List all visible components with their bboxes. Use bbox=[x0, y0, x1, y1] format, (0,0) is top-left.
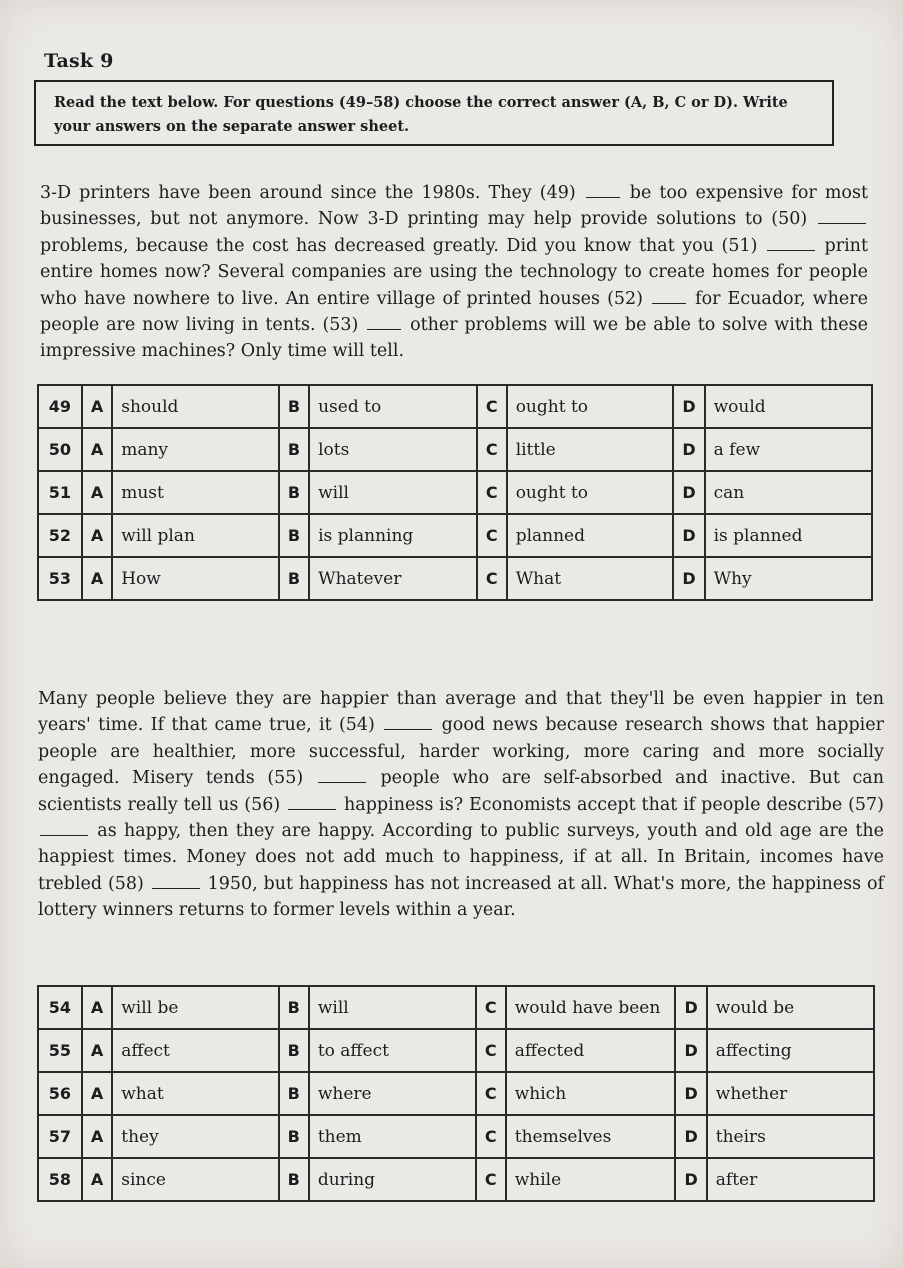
gap-55 bbox=[318, 768, 366, 783]
option-letter-d: D bbox=[675, 986, 706, 1029]
option-letter-a: A bbox=[82, 986, 112, 1029]
option-letter-c: C bbox=[477, 428, 507, 471]
option-c-text: What bbox=[507, 557, 674, 600]
question-row-54 bbox=[38, 986, 874, 1029]
option-c-text: while bbox=[506, 1158, 676, 1201]
option-b-text: used to bbox=[309, 385, 477, 428]
passage-happiness bbox=[38, 686, 884, 924]
passage2-text-1: Many people believe they are happier than average and that they'll be even happier in ten years' time. If that came true, it (54) bbox=[38, 689, 884, 736]
option-letter-a: A bbox=[82, 1029, 112, 1072]
question-number: 56 bbox=[38, 1072, 82, 1115]
option-letter-c: C bbox=[476, 1158, 506, 1201]
option-letter-b: B bbox=[279, 986, 309, 1029]
option-letter-b: B bbox=[279, 471, 309, 514]
gap-50 bbox=[818, 209, 866, 224]
option-letter-c: C bbox=[477, 514, 507, 557]
question-number: 54 bbox=[38, 986, 82, 1029]
option-letter-a: A bbox=[82, 1158, 112, 1201]
option-letter-d: D bbox=[675, 1158, 706, 1201]
option-c-text: affected bbox=[506, 1029, 676, 1072]
option-d-text: whether bbox=[707, 1072, 874, 1115]
option-c-text: little bbox=[507, 428, 674, 471]
option-letter-d: D bbox=[673, 514, 704, 557]
option-a-text: since bbox=[112, 1158, 278, 1201]
option-a-text: How bbox=[112, 557, 279, 600]
option-letter-b: B bbox=[279, 428, 309, 471]
gap-54 bbox=[384, 715, 432, 730]
option-a-text: should bbox=[112, 385, 279, 428]
question-row-58 bbox=[38, 1158, 874, 1201]
question-row-56 bbox=[38, 1072, 874, 1115]
option-b-text: lots bbox=[309, 428, 477, 471]
passage-3d-printers bbox=[40, 180, 868, 365]
option-b-text: during bbox=[309, 1158, 476, 1201]
question-row-49 bbox=[38, 385, 872, 428]
option-letter-a: A bbox=[82, 1115, 112, 1158]
option-letter-b: B bbox=[279, 1072, 309, 1115]
passage1-text-3: problems, because the cost has decreased greatly. Did you know that you (51) bbox=[40, 235, 758, 256]
option-a-text: many bbox=[112, 428, 279, 471]
option-c-text: planned bbox=[507, 514, 674, 557]
instructions-box: Read the text below. For questions (49–58) choose the correct answer (A, B, C or D). Write your answers on the separate answer sheet. bbox=[34, 80, 834, 146]
option-letter-c: C bbox=[477, 385, 507, 428]
option-letter-c: C bbox=[476, 1029, 506, 1072]
option-a-text: will be bbox=[112, 986, 278, 1029]
option-letter-c: C bbox=[476, 1115, 506, 1158]
passage1-text-6: other problems will we be able to solve with these impressive machines? Only time will tell. bbox=[40, 315, 869, 362]
option-d-text: is planned bbox=[705, 514, 872, 557]
option-letter-d: D bbox=[673, 557, 704, 600]
option-d-text: after bbox=[707, 1158, 874, 1201]
option-b-text: will bbox=[309, 471, 477, 514]
passage2-text-5: as happy, then they are happy. According to public surveys, youth and old age are the happiest times. Money does not add much to happiness, if at all. In Britain, incomes have trebled (58) bbox=[38, 821, 884, 894]
gap-51 bbox=[767, 236, 815, 251]
option-letter-a: A bbox=[82, 557, 112, 600]
option-d-text: can bbox=[705, 471, 872, 514]
option-d-text: would be bbox=[707, 986, 874, 1029]
option-b-text: them bbox=[309, 1115, 476, 1158]
option-c-text: ought to bbox=[507, 385, 674, 428]
question-row-52 bbox=[38, 514, 872, 557]
question-number: 53 bbox=[38, 557, 82, 600]
question-row-50 bbox=[38, 428, 872, 471]
gap-53 bbox=[367, 315, 401, 330]
option-letter-d: D bbox=[673, 385, 704, 428]
option-letter-b: B bbox=[279, 1029, 309, 1072]
option-letter-c: C bbox=[476, 986, 506, 1029]
question-number: 52 bbox=[38, 514, 82, 557]
options-table-54-58 bbox=[37, 985, 875, 1202]
passage1-text-4: print entire homes now? Several companies are using the technology to create homes for people who have nowhere to live. An entire village of printed houses (52) bbox=[40, 235, 868, 309]
option-b-text: where bbox=[309, 1072, 476, 1115]
option-a-text: they bbox=[112, 1115, 278, 1158]
option-letter-a: A bbox=[82, 385, 112, 428]
option-c-text: which bbox=[506, 1072, 676, 1115]
gap-56 bbox=[288, 795, 336, 810]
option-d-text: Why bbox=[705, 557, 872, 600]
gap-57 bbox=[40, 821, 88, 836]
question-number: 58 bbox=[38, 1158, 82, 1201]
option-letter-a: A bbox=[82, 1072, 112, 1115]
option-b-text: Whatever bbox=[309, 557, 477, 600]
passage2-text-2: good news because research shows that happier people are healthier, more successful, harder working, more caring and more socially engaged. Misery tends (55) bbox=[38, 715, 884, 789]
question-row-57 bbox=[38, 1115, 874, 1158]
option-letter-d: D bbox=[673, 471, 704, 514]
option-letter-b: B bbox=[279, 1115, 309, 1158]
task-title: Task 9 bbox=[44, 50, 114, 72]
question-number: 50 bbox=[38, 428, 82, 471]
option-letter-c: C bbox=[476, 1072, 506, 1115]
option-letter-a: A bbox=[82, 471, 112, 514]
option-letter-c: C bbox=[477, 557, 507, 600]
option-c-text: would have been bbox=[506, 986, 676, 1029]
option-letter-a: A bbox=[82, 428, 112, 471]
option-letter-d: D bbox=[675, 1115, 706, 1158]
option-a-text: will plan bbox=[112, 514, 279, 557]
question-row-55 bbox=[38, 1029, 874, 1072]
option-c-text: ought to bbox=[507, 471, 674, 514]
passage1-text-2: be too expensive for most businesses, but not anymore. Now 3-D printing may help provide solutions to (50) bbox=[40, 183, 868, 230]
option-a-text: what bbox=[112, 1072, 278, 1115]
option-a-text: must bbox=[112, 471, 279, 514]
option-letter-a: A bbox=[82, 514, 112, 557]
option-letter-b: B bbox=[279, 1158, 309, 1201]
option-letter-b: B bbox=[279, 557, 309, 600]
option-c-text: themselves bbox=[506, 1115, 676, 1158]
gap-52 bbox=[652, 289, 686, 304]
option-b-text: will bbox=[309, 986, 476, 1029]
option-b-text: is planning bbox=[309, 514, 477, 557]
question-number: 55 bbox=[38, 1029, 82, 1072]
option-letter-d: D bbox=[673, 428, 704, 471]
passage2-text-4: happiness is? Economists accept that if people describe (57) bbox=[344, 794, 884, 815]
option-letter-d: D bbox=[675, 1072, 706, 1115]
option-a-text: affect bbox=[112, 1029, 278, 1072]
option-letter-d: D bbox=[675, 1029, 706, 1072]
passage2-text-6: 1950, but happiness has not increased at all. What's more, the happiness of lottery winners returns to former levels within a year. bbox=[38, 873, 884, 921]
gap-49 bbox=[586, 183, 620, 198]
question-number: 57 bbox=[38, 1115, 82, 1158]
question-row-53 bbox=[38, 557, 872, 600]
options-table-49-53 bbox=[37, 384, 873, 601]
option-letter-c: C bbox=[477, 471, 507, 514]
option-letter-b: B bbox=[279, 514, 309, 557]
passage1-text-5: for Ecuador, where people are now living in tents. (53) bbox=[40, 288, 868, 336]
option-d-text: theirs bbox=[707, 1115, 874, 1158]
question-row-51 bbox=[38, 471, 872, 514]
option-d-text: would bbox=[705, 385, 872, 428]
passage2-text-3: people who are self-absorbed and inactive. But can scientists really tell us (56) bbox=[38, 768, 884, 815]
option-d-text: a few bbox=[705, 428, 872, 471]
question-number: 51 bbox=[38, 471, 82, 514]
option-b-text: to affect bbox=[309, 1029, 476, 1072]
gap-58 bbox=[152, 874, 200, 889]
option-letter-b: B bbox=[279, 385, 309, 428]
option-d-text: affecting bbox=[707, 1029, 874, 1072]
passage1-text-1: 3-D printers have been around since the 1980s. They (49) bbox=[40, 183, 576, 203]
question-number: 49 bbox=[38, 385, 82, 428]
